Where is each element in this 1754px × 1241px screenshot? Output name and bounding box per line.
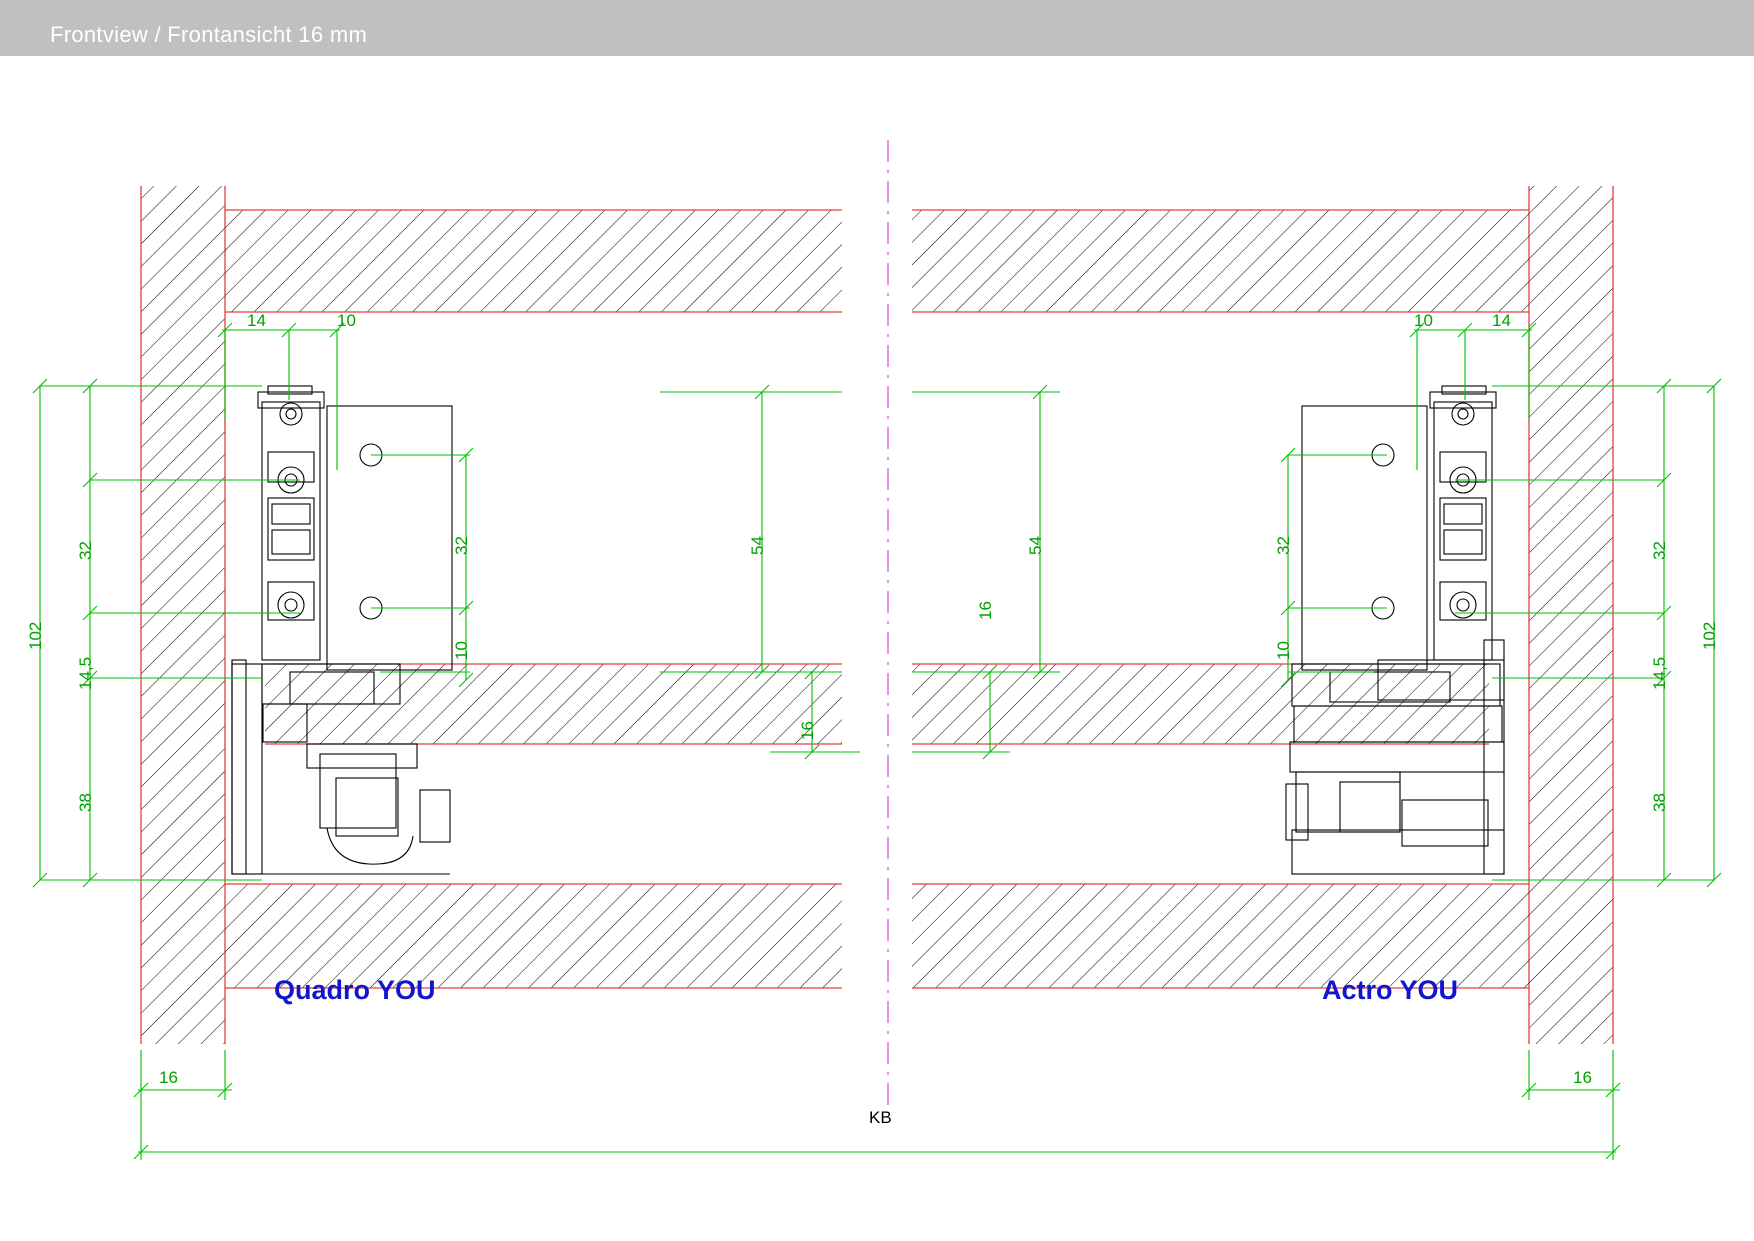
left-side-panel — [141, 186, 225, 1044]
dim-left-32: 32 — [76, 541, 95, 560]
dim-right-bottom-16: 16 — [1573, 1068, 1592, 1087]
right-bottom-panel — [912, 884, 1529, 988]
dim-left-top-14: 14 — [247, 311, 266, 330]
dim-left-14-5: 14,5 — [76, 656, 95, 690]
dim-right-14-5: 14,5 — [1650, 656, 1669, 690]
left-runner-assembly — [232, 386, 452, 874]
label-quadro-you: Quadro YOU — [274, 975, 436, 1005]
dim-right-top-10: 10 — [1414, 311, 1433, 330]
dim-left-inner-16: 16 — [798, 721, 817, 740]
right-runner-assembly — [1286, 386, 1504, 874]
dim-right-102: 102 — [1700, 621, 1719, 650]
dim-left-inner-10: 10 — [452, 641, 471, 660]
dim-left-bottom-16: 16 — [159, 1068, 178, 1087]
dim-right-inner-32: 32 — [1274, 536, 1293, 555]
dim-right-top-14: 14 — [1492, 311, 1511, 330]
dim-left-102: 102 — [26, 621, 45, 650]
dim-right-inner-10: 10 — [1274, 641, 1293, 660]
left-bottom-panel — [225, 884, 842, 988]
label-actro-you: Actro YOU — [1322, 975, 1459, 1005]
dim-right-inner-16: 16 — [976, 601, 995, 620]
dim-left-top-10: 10 — [337, 311, 356, 330]
dim-left-54: 54 — [748, 536, 767, 555]
right-top-panel — [912, 210, 1529, 312]
left-top-panel — [225, 210, 842, 312]
dim-right-54: 54 — [1026, 536, 1045, 555]
label-kb: KB — [869, 1108, 892, 1127]
dim-right-38: 38 — [1650, 793, 1669, 812]
page-title: Frontview / Frontansicht 16 mm — [50, 22, 368, 47]
right-side-panel — [1529, 186, 1613, 1044]
dim-left-38: 38 — [76, 793, 95, 812]
dim-left-inner-32: 32 — [452, 536, 471, 555]
right-middle-shelf — [912, 664, 1489, 744]
dim-right-32: 32 — [1650, 541, 1669, 560]
